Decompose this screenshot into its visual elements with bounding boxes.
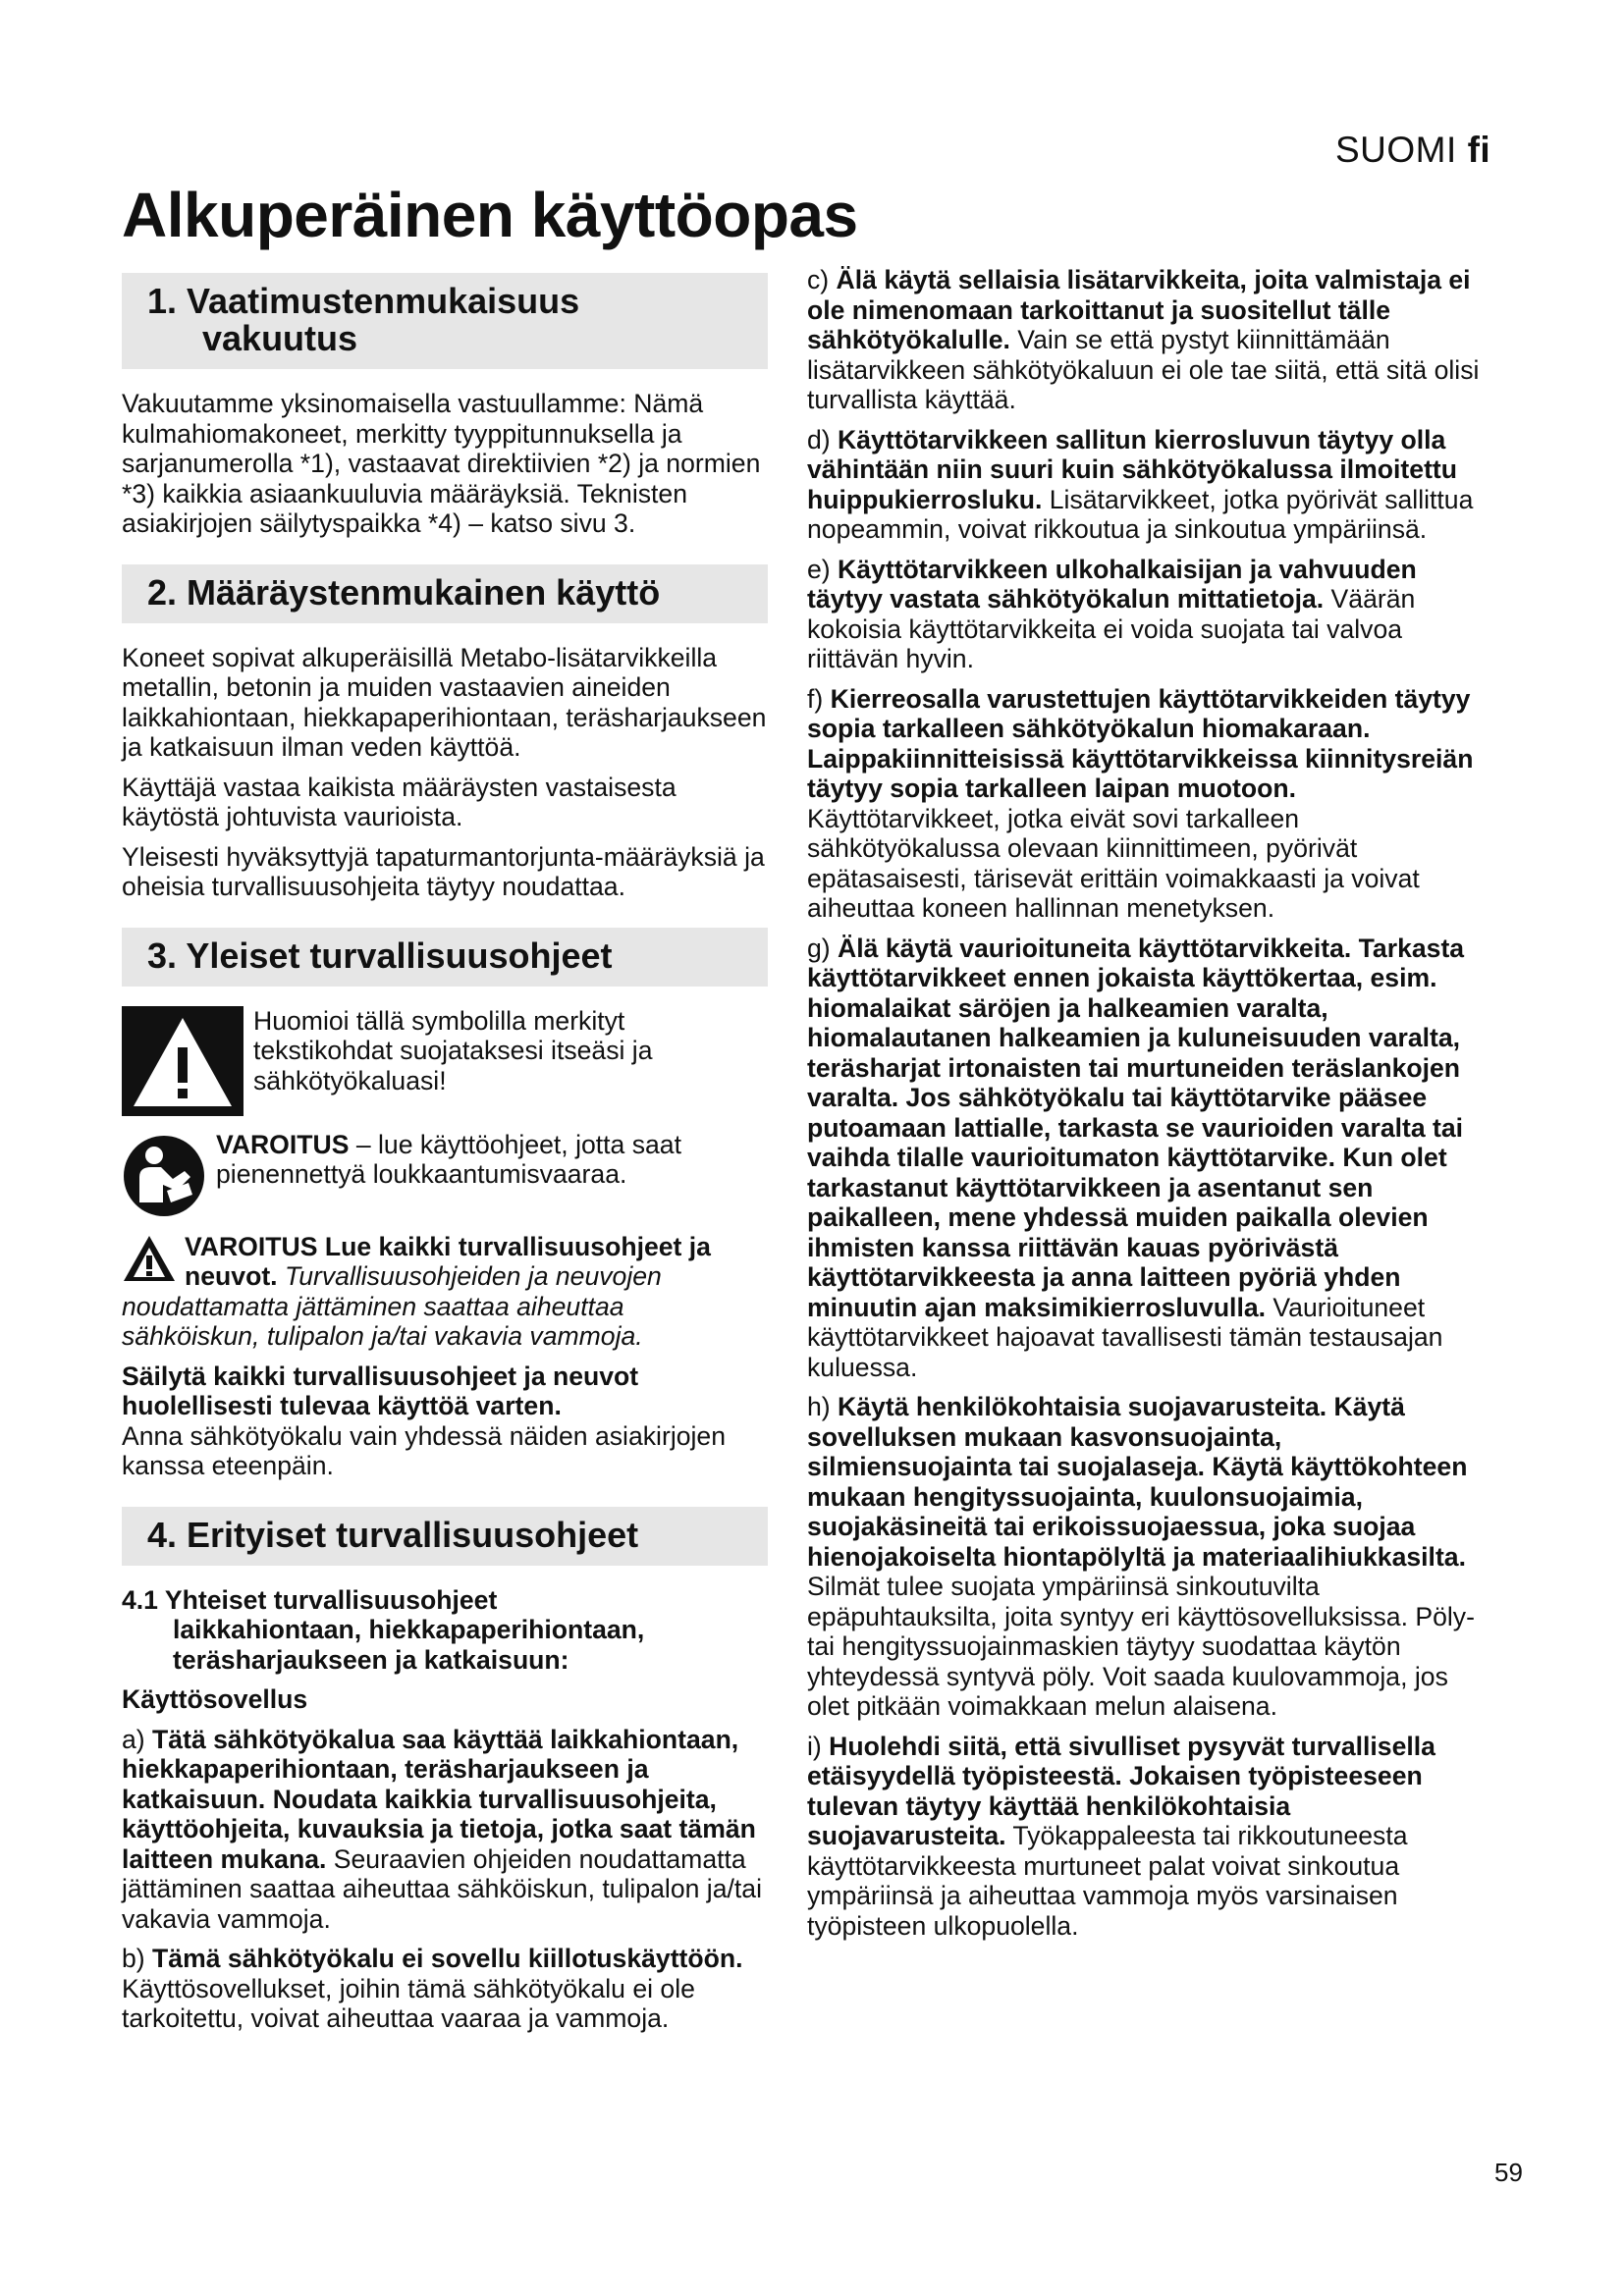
left-column xyxy=(122,273,768,2044)
item-f: f) Kierreosalla varustettujen käyttötarvikkeiden täytyy sopia tarkalleen sähkötyökalun hiomakaraan. Laippakiinnitteisissä käyttötarvikkeissa kiinnitysreiän täytyy sopia tarkalleen laipan muotoon. Käyttötarvikkeet, jotka eivät sovi tarkalleen sähkötyökalussa olevaan kiinnittimeen, pyörivät epätasaisesti, tärisevät erittäin voimakkaasti ja voivat aiheuttaa koneen hallinnan menetyksen. xyxy=(807,683,1474,923)
item-d: d) Käyttötarvikkeen sallitun kierrosluvun täytyy olla vähintään niin suuri kuin sähkötyökalussa ilmoitettu huippukierrosluku. Lisätarvikkeet, jotka pyörivät sallittua nopeammin, voivat rikkoutua ja sinkoutua ympäriinsä. xyxy=(807,424,1474,544)
language-code: fi xyxy=(1467,130,1491,170)
read-manual-block xyxy=(122,1130,768,1218)
section-2-paragraph: Käyttäjä vastaa kaikista määräysten vastaisesta käytöstä johtuvista vaurioista. xyxy=(122,772,677,831)
section-2-heading: 2. Määräystenmukainen käyttö xyxy=(122,564,768,623)
general-warning: VAROITUS Lue kaikki turvallisuusohjeet ja neuvot. Turvallisuusohjeiden ja neuvojen noudattamatta jättäminen saattaa aiheuttaa sähköiskun, tulipalon ja/tai vakavia vammoja. xyxy=(122,1231,711,1351)
language-name: SUOMI xyxy=(1335,130,1457,170)
language-label xyxy=(1335,130,1490,171)
section-1-text: Vakuutamme yksinomaisella vastuullamme: Nämä kulmahiomakoneet, merkitty tyyppitunnuksella ja sarjanumerolla *1), vastaavat direktiivien *2) ja normien *3) kaikkia asiaankuuluvia määräyksiä. Teknisten asiakirjojen säilytyspaikka *4) – katso sivu 3. xyxy=(122,389,761,538)
notice-text: Huomioi tällä symbolilla merkityt tekstikohdat suojataksesi itseäsi ja sähkötyökaluasi! xyxy=(253,1005,653,1095)
item-i: i) Huolehdi siitä, että sivulliset pysyvät turvallisella etäisyydellä työpisteestä. Jokaisen työpisteeseen tulevan täytyy käyttää henkilökohtaisia suojavarusteita. Työkappaleesta tai rikkoutuneesta käyttötarvikkeesta murtuneet palat voivat sinkoutua ympäriinsä ja aiheuttaa vammoja myös varsinaisen työpisteen ulkopuolella. xyxy=(807,1731,1435,1941)
read-manual-icon xyxy=(122,1134,206,1218)
warning-triangle-icon xyxy=(122,1006,244,1116)
page-number: 59 xyxy=(1494,2158,1523,2187)
page-title: Alkuperäinen käyttöopas xyxy=(122,180,858,250)
section-2-paragraph: Yleisesti hyväksyttyjä tapaturmantorjunta-määräyksiä ja oheisia turvallisuusohjeita täytyy noudattaa. xyxy=(122,841,765,901)
right-column xyxy=(807,265,1485,1950)
section-4-heading: 4. Erityiset turvallisuusohjeet xyxy=(122,1507,768,1566)
item-g: g) Älä käytä vaurioituneita käyttötarvikkeita. Tarkasta käyttötarvikkeet ennen jokaista käyttökertaa, esim. hiomalaikat säröjen ja halkeamien varalta, hiomalautanen halkeamien ja kuluneisuuden varalta, teräsharjat irtonaisten tai murtuneiden teräslankojen varalta. Jos sähkötyökalu tai käyttötarvike pääsee putoamaan lattialle, tarkasta se vaurioiden varalta tai vaihda tilalle vaurioitumaton käyttötarvike. Kun olet tarkastanut käyttötarvikkeen ja asentanut sen paikalleen, mene yhdessä muiden paikalla olevien ihmisten kanssa riittävän kauas pyörivästä käyttötarvikkeesta ja anna laitteen pyöriä yhden minuutin ajan maksimikierrosluvulla. Vaurioituneet käyttötarvikkeet hajoavat tavallisesti tämän testausajan kuluessa. xyxy=(807,933,1465,1382)
notice-block xyxy=(122,1006,768,1116)
item-e: e) Käyttötarvikkeen ulkohalkaisijan ja vahvuuden täytyy vastata sähkötyökalun mittatietoja. Väärän kokoisia käyttötarvikkeita ei voida suojata tai valvoa riittävän hyvin. xyxy=(807,554,1417,673)
warning-triangle-icon xyxy=(122,1234,177,1283)
item-h: h) Käytä henkilökohtaisia suojavarusteita. Käytä sovelluksen mukaan kasvonsuojainta, silmiensuojainta tai suojalaseja. Käytä käyttökohteen mukaan hengityssuojainta, kuulonsuojaimia, suojakäsineitä tai erikoissuojaessua, joka suojaa hienojakoiselta hiontapölyltä ja materiaalihiukkasilta. Silmät tulee suojata ympäriinsä sinkoutuvilta epäpuhtauksilta, joita syntyy eri käyttösovelluksissa. Pöly- tai hengityssuojainmaskien täytyy suodattaa käytön yhteydessä syntyvä pöly. Voit saada kuulovammoja, jos olet pitkään voimakkaan melun alaisena. xyxy=(807,1392,1475,1721)
item-a: a) Tätä sähkötyökalua saa käyttää laikkahiontaan, hiekkapaperihiontaan, teräsharjaukseen ja katkaisuun. Noudata kaikkia turvallisuusohjeita, käyttöohjeita, kuvauksia ja tietoja, jotka saat tämän laitteen mukana. Seuraavien ohjeiden noudattamatta jättäminen saattaa aiheuttaa sähköiskun, tulipalon ja/tai vakavia vammoja. xyxy=(122,1724,762,1934)
read-manual-text: VAROITUS – lue käyttöohjeet, jotta saat pienennettyä loukkaantumisvaaraa. xyxy=(216,1129,681,1189)
section-1-heading: 1. Vaatimustenmukaisuus vakuutus xyxy=(122,273,768,369)
subsection-4-1-heading: 4.1 Yhteiset turvallisuusohjeet laikkahiontaan, hiekkapaperihiontaan, teräsharjaukseen ja katkaisuun: xyxy=(122,1584,645,1675)
section-3-heading: 3. Yleiset turvallisuusohjeet xyxy=(122,928,768,987)
item-c: c) Älä käytä sellaisia lisätarvikkeita, joita valmistaja ei ole nimenomaan tarkoittanut ja suositellut tälle sähkötyökalulle. Vain se että pystyt kiinnittämään lisätarvikkeen sähkötyökaluun ei ole tae siitä, että sitä olisi turvallista käyttää. xyxy=(807,265,1480,414)
item-b: b) Tämä sähkötyökalu ei sovellu kiillotuskäyttöön. Käyttösovellukset, joihin tämä sähkötyökalu ei ole tarkoitettu, voivat aiheuttaa vaaraa ja vammoja. xyxy=(122,1944,743,2033)
section-2-paragraph: Koneet sopivat alkuperäisillä Metabo-lisätarvikkeilla metallin, betonin ja muiden vastaavien aineiden laikkahiontaan, hiekkapaperihiontaan, teräsharjaukseen ja katkaisuun ilman veden käyttöä. xyxy=(122,642,767,762)
keep-instructions: Säilytä kaikki turvallisuusohjeet ja neuvot huolellisesti tulevaa käyttöä varten. Anna sähkötyökalu vain yhdessä näiden asiakirjojen kanssa eteenpäin. xyxy=(122,1361,727,1480)
usage-heading: Käyttösovellus xyxy=(122,1684,308,1714)
